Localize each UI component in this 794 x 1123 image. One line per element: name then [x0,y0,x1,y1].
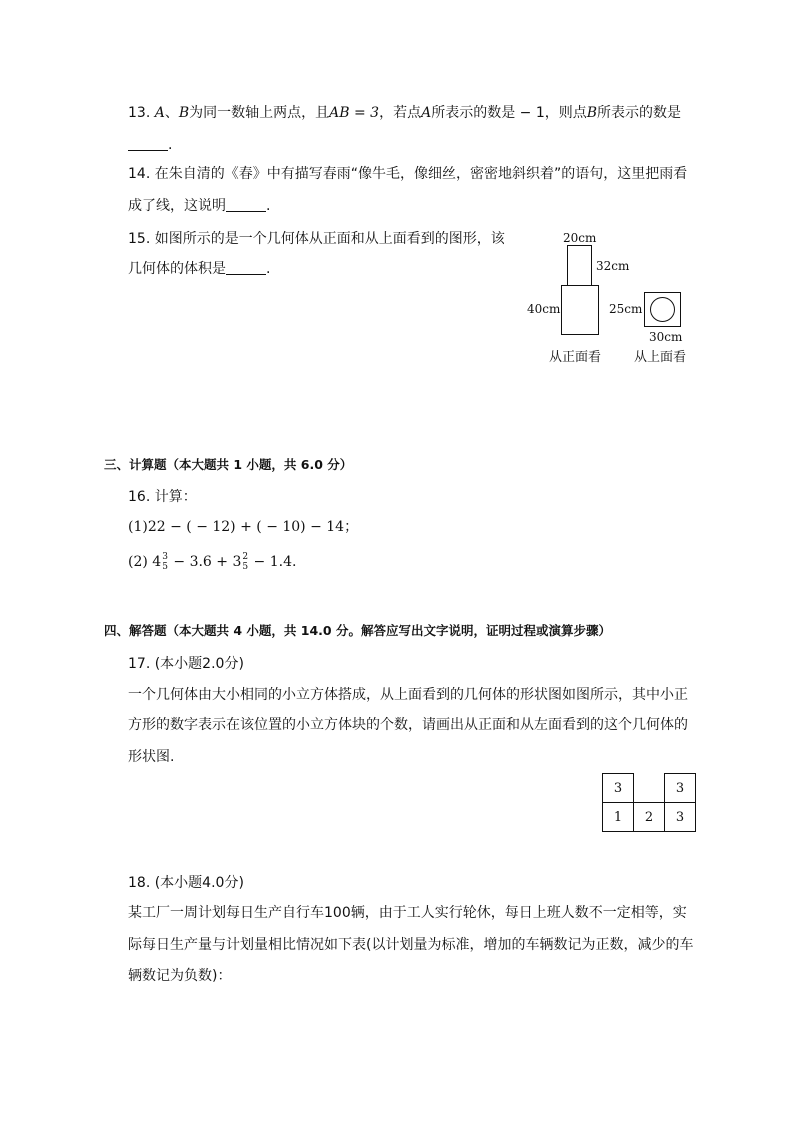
q13-point-b-2: B [586,105,598,121]
q15-answer-blank [226,260,266,275]
q13-end: . [168,137,173,153]
fig15-dim-top-view-height: 25cm [609,302,643,316]
q16-2-f2-num: 2 [242,552,249,562]
grid-row-2 [603,803,696,832]
q17-top-view-grid [602,773,696,832]
fig15-top-view-circle [650,297,675,322]
q16-part-1: (1)22 − ( − 12) + ( − 10) − 14； [128,519,359,535]
q18-line-3: 辆数记为负数)： [128,968,232,984]
grid-cell: 3 [665,803,696,832]
q16-2-fraction-2 [242,552,248,572]
q16-2-f1-num: 3 [162,552,168,562]
grid-cell: 3 [665,774,696,803]
q13-point-b: B [178,105,190,121]
fig15-front-top-rect [567,245,592,286]
grid-cell-empty [634,774,665,803]
q13-answer-blank [128,136,168,151]
grid-cell: 1 [603,803,634,832]
q13-ab-equation: AB = 3 [329,105,380,121]
q15-line-2 [128,259,270,279]
q13-number: 13. [128,105,151,121]
q16-2-prefix: (2) 4 [128,554,162,570]
q16-2-f1-den: 5 [162,562,168,572]
q16-2-f2-den: 5 [242,562,249,572]
q16-2-fraction-1 [162,552,168,572]
q15-line-1: 15. 如图所示的是一个几何体从正面和从上面看到的图形，该 [128,231,505,247]
question-13 [128,103,681,123]
q17-line-1: 一个几何体由大小相同的小立方体搭成，从上面看到的几何体的形状图如图所示，其中小正 [128,687,688,703]
q14-answer-blank [226,197,266,212]
q16-2-end: − 1.4. [249,554,297,570]
fig15-dim-top-height: 32cm [596,259,630,273]
q14-line-1: 14. 在朱自清的《春》中有描写春雨“像牛毛，像细丝，密密地斜织着”的语句，这里把雨看 [128,166,688,182]
q18-line-2: 际每日生产量与计划量相比情况如下表(以计划量为标准，增加的车辆数记为正数，减少的车 [128,937,694,953]
section-3-title: 三、计算题（本大题共 1 小题，共 6.0 分） [104,457,353,472]
q14-line-2 [128,196,270,216]
q16-2-middle: − 3.6 + 3 [168,554,242,570]
q13-text-1: 为同一数轴上两点，且 [189,105,330,121]
q13-answer-line [128,135,172,155]
q14-end: . [266,198,271,214]
q13-text-4: 所表示的数是 [597,105,682,121]
grid-cell: 3 [603,774,634,803]
q16-head: 16. 计算： [128,489,197,505]
q14-text: 成了线，这说明 [128,198,226,214]
q15-text: 几何体的体积是 [128,261,226,277]
q13-separator: 、 [164,105,179,121]
section-4-title: 四、解答题（本大题共 4 小题，共 14.0 分。解答应写出文字说明，证明过程或演算步骤） [104,623,611,638]
q17-line-2: 方形的数字表示在该位置的小立方体块的个数，请画出从正面和从左面看到的这个几何体的 [128,717,688,733]
q17-line-3: 形状图. [128,749,175,765]
fig15-caption-top: 从上面看 [634,350,687,365]
q17-head: 17. (本小题2.0分) [128,656,244,672]
q13-point-a-2: A [421,105,432,121]
q18-head: 18. (本小题4.0分) [128,875,244,891]
q13-point-a: A [154,105,165,121]
fig15-caption-front: 从正面看 [549,350,602,365]
fig15-dim-top-view-width: 30cm [649,330,683,344]
fig15-dim-top-width: 20cm [563,231,597,245]
q16-part-2 [128,552,296,572]
fig15-front-bottom-rect [561,285,599,335]
grid-cell: 2 [634,803,665,832]
q13-text-3: 所表示的数是 − 1，则点 [431,105,587,121]
q18-line-1: 某工厂一周计划每日生产自行车100辆，由于工人实行轮休，每日上班人数不一定相等，实 [128,905,687,921]
grid-row-1 [603,774,696,803]
q13-text-2: ，若点 [379,105,422,121]
fig15-dim-bottom-height: 40cm [527,302,561,316]
q15-end: . [266,261,271,277]
